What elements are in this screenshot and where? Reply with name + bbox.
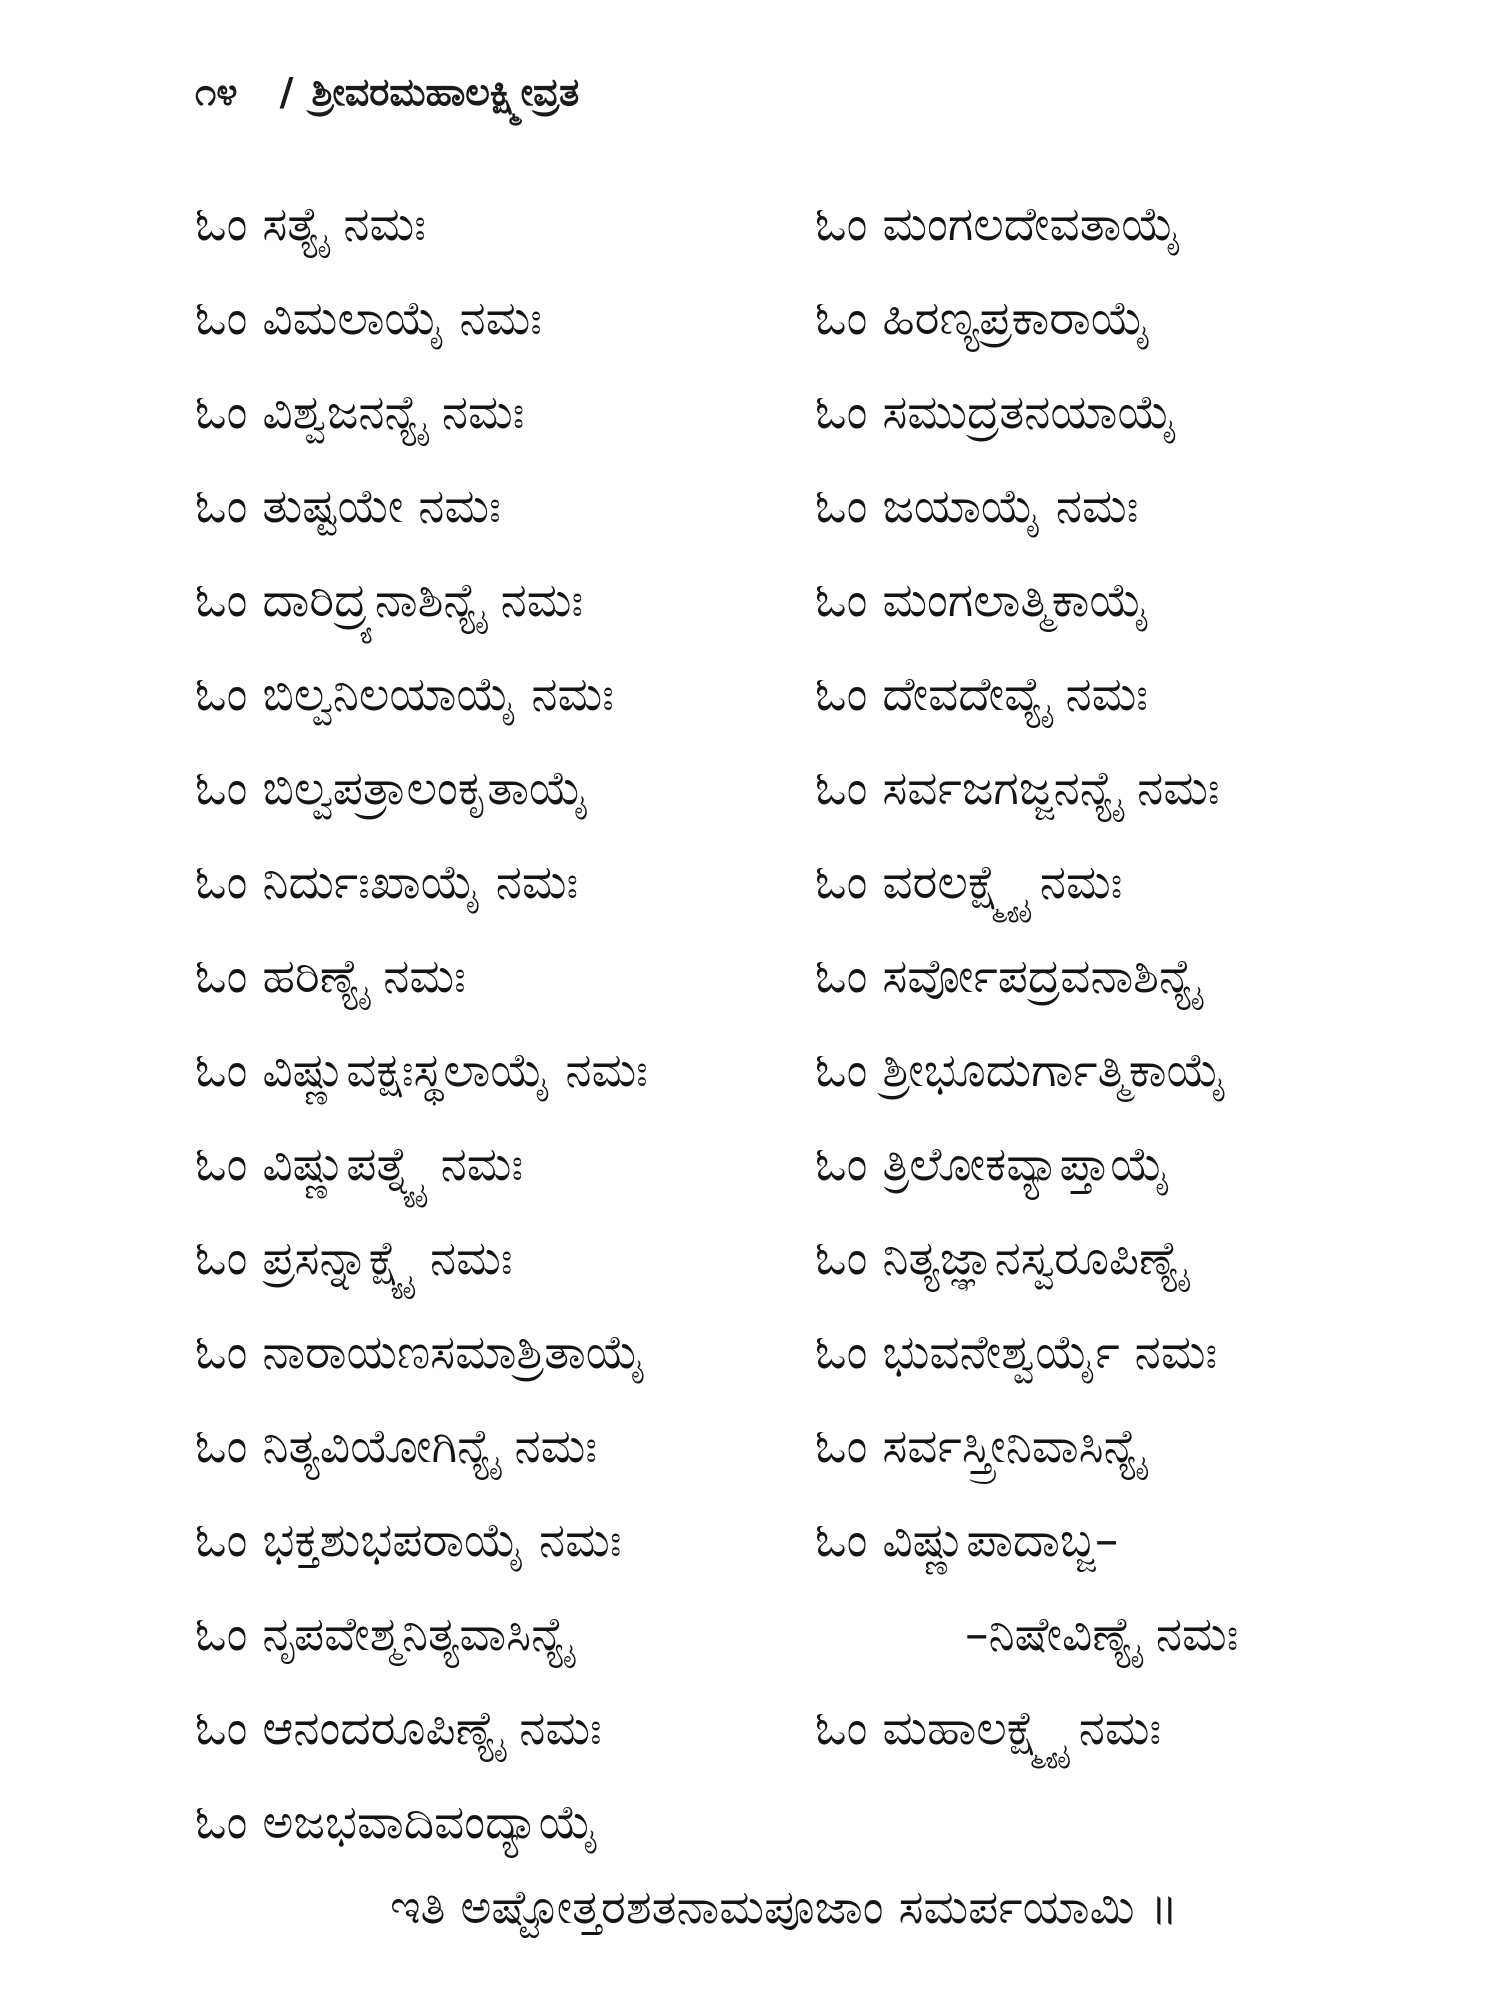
mantra-row <box>195 1306 1355 1400</box>
mantra-right: ಓಂ ಸರ್ವೋಪದ್ರವನಾಶಿನ್ಯೈ <box>815 949 1202 1004</box>
mantra-right: ಓಂ ಸರ್ವಜಗಜ್ಜನನ್ಯೈ ನಮಃ <box>815 761 1220 816</box>
mantra-left: ಓಂ ವಿಷ್ಣುಪತ್ನ್ಯೈ ನಮಃ <box>195 1137 524 1192</box>
mantra-left: ಓಂ ಬಿಲ್ವನಿಲಯಾಯೈ ನಮಃ <box>195 667 614 722</box>
mantra-row <box>195 1024 1355 1118</box>
mantra-row <box>195 554 1355 648</box>
mantra-right: ಓಂ ಜಯಾಯೈ ನಮಃ <box>815 479 1139 534</box>
mantra-row <box>195 836 1355 930</box>
mantra-left: ಓಂ ಹರಿಣ್ಯೈ ನಮಃ <box>195 949 466 1004</box>
mantra-right: ಓಂ ಮಂಗಲಾತ್ಮಿಕಾಯೈ <box>815 573 1150 628</box>
mantra-right: ಓಂ ಹಿರಣ್ಯಪ್ರಕಾರಾಯೈ <box>815 291 1151 346</box>
mantra-left: ಓಂ ವಿಶ್ವಜನನ್ಯೈ ನಮಃ <box>195 385 525 440</box>
mantra-right: ಓಂ ವರಲಕ್ಷ್ಮ್ಯೈ ನಮಃ <box>815 855 1123 910</box>
mantra-row <box>195 1494 1355 1588</box>
mantra-left: ಓಂ ತುಷ್ಟಯೇ ನಮಃ <box>195 479 501 534</box>
mantra-row <box>195 1682 1355 1776</box>
mantra-left: ಓಂ ಸತ್ಯೈ ನಮಃ <box>195 197 426 252</box>
mantra-row <box>195 1212 1355 1306</box>
page-number: ೧೪ <box>195 70 238 114</box>
mantra-left: ಓಂ ನಿತ್ಯವಿಯೋಗಿನ್ಯೈ ನಮಃ <box>195 1419 598 1474</box>
mantra-right: ಓಂ ಶ್ರೀಭೂದುರ್ಗಾತ್ಮಿಕಾಯೈ <box>815 1043 1227 1098</box>
mantra-right: ಓಂ ಮಹಾಲಕ್ಷ್ಮ್ಯೈ ನಮಃ <box>815 1701 1162 1756</box>
page-header <box>195 70 579 115</box>
mantra-right: ಓಂ ಮಂಗಲದೇವತಾಯೈ <box>815 197 1182 252</box>
mantra-right: ಓಂ ತ್ರಿಲೋಕವ್ಯಾಪ್ತಾಯೈ <box>815 1137 1171 1192</box>
mantra-left: ಓಂ ನಾರಾಯಣಸಮಾಶ್ರಿತಾಯೈ <box>195 1325 646 1380</box>
mantra-left: ಓಂ ಭಕ್ತಶುಭಪರಾಯೈ ನಮಃ <box>195 1513 622 1568</box>
mantra-right: ಓಂ ವಿಷ್ಣುಪಾದಾಬ್ಜ– <box>815 1513 1119 1568</box>
header-separator: / <box>279 70 294 114</box>
mantra-row <box>195 648 1355 742</box>
mantra-row <box>195 1776 1355 1870</box>
mantra-left: ಓಂ ನಿರ್ದುಃಖಾಯೈ ನಮಃ <box>195 855 579 910</box>
mantra-left: ಓಂ ವಿಷ್ಣುವಕ್ಷಃಸ್ಥಲಾಯೈ ನಮಃ <box>195 1043 648 1098</box>
mantra-right: –ನಿಷೇವಿಣ್ಯೈ ನಮಃ <box>965 1607 1239 1662</box>
mantra-row <box>195 1400 1355 1494</box>
mantra-left: ಓಂ ದಾರಿದ್ರ್ಯನಾಶಿನ್ಯೈ ನಮಃ <box>195 573 584 628</box>
mantra-left: ಓಂ ಪ್ರಸನ್ನಾಕ್ಷ್ಯೈ ನಮಃ <box>195 1231 513 1286</box>
mantra-row <box>195 1588 1355 1682</box>
mantra-row <box>195 366 1355 460</box>
closing-line: ಇತಿ ಅಷ್ಟೋತ್ತರಶತನಾಮಪೂಜಾಂ ಸಮರ್ಪಯಾಮಿ ॥ <box>390 1880 1179 1935</box>
mantra-row <box>195 272 1355 366</box>
mantra-right: ಓಂ ಭುವನೇಶ್ವರ್ಯೈ ನಮಃ <box>815 1325 1218 1380</box>
mantra-right: ಓಂ ಸರ್ವಸ್ತ್ರೀನಿವಾಸಿನ್ಯೈ <box>815 1419 1146 1474</box>
page-title: ಶ್ರೀವರಮಹಾಲಕ್ಷ್ಮೀವ್ರತ <box>311 70 580 114</box>
mantra-row <box>195 178 1355 272</box>
mantra-row <box>195 460 1355 554</box>
mantra-left: ಓಂ ವಿಮಲಾಯೈ ನಮಃ <box>195 291 542 346</box>
mantra-left: ಓಂ ನೃಪವೇಶ್ಮನಿತ್ಯವಾಸಿನ್ಯೈ <box>195 1607 574 1662</box>
mantra-left: ಓಂ ಬಿಲ್ವಪತ್ರಾಲಂಕೃತಾಯೈ <box>195 761 590 816</box>
mantra-right: ಓಂ ನಿತ್ಯಜ್ಞಾನಸ್ವರೂಪಿಣ್ಯೈ <box>815 1231 1188 1286</box>
mantra-row <box>195 930 1355 1024</box>
mantra-left: ಓಂ ಆನಂದರೂಪಿಣ್ಯೈ ನಮಃ <box>195 1701 602 1756</box>
mantra-right: ಓಂ ಸಮುದ್ರತನಯಾಯೈ <box>815 385 1178 440</box>
mantra-row <box>195 1118 1355 1212</box>
mantra-row <box>195 742 1355 836</box>
mantra-left: ಓಂ ಅಜಭವಾದಿವಂದ್ಯಾಯೈ <box>195 1795 599 1850</box>
mantra-right: ಓಂ ದೇವದೇವ್ಯೈ ನಮಃ <box>815 667 1148 722</box>
